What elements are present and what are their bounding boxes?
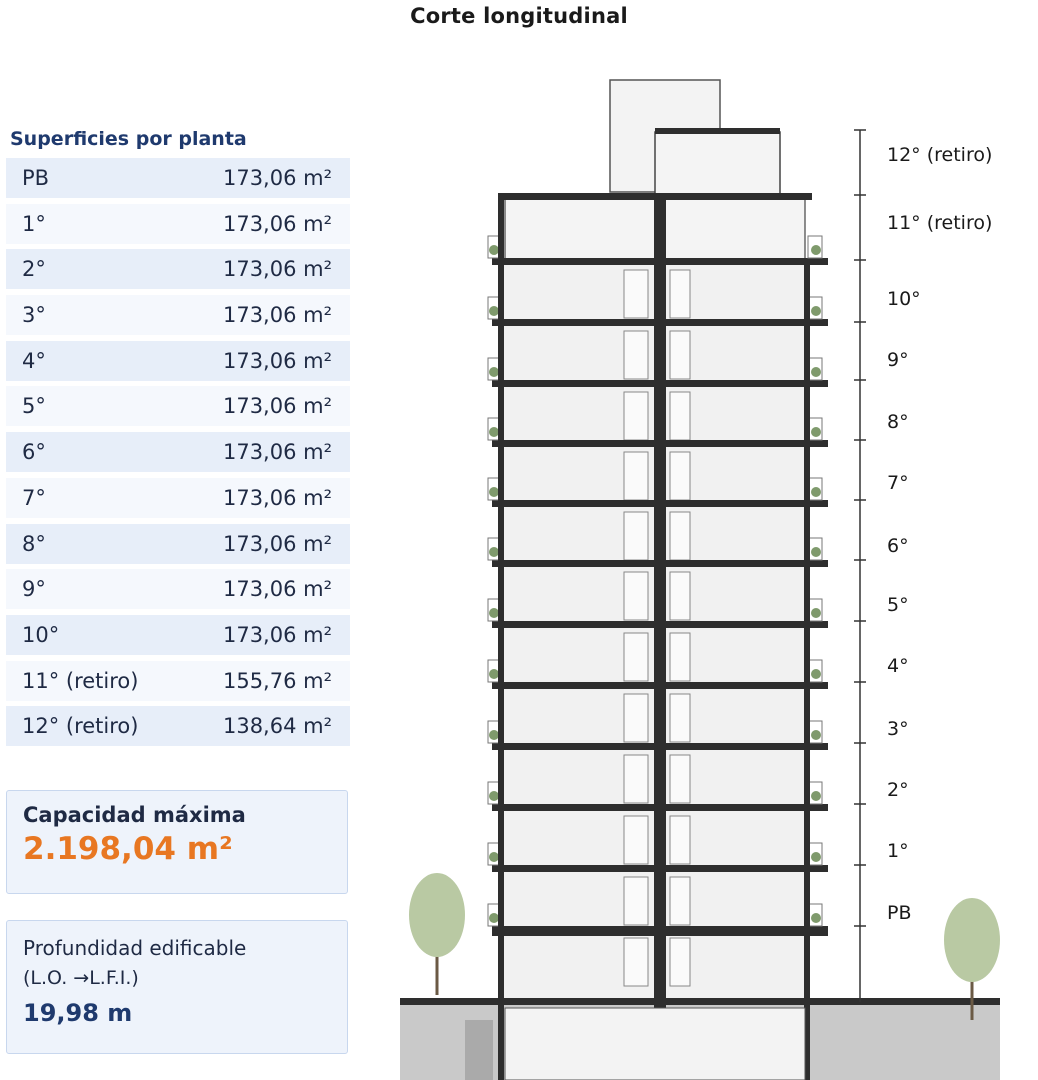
depth-value: 19,98 m [23, 999, 133, 1027]
surface-row [6, 432, 350, 472]
planter [811, 791, 821, 801]
floor-level-label: 5° [887, 594, 909, 616]
planter [489, 487, 499, 497]
surface-floor: 7° [22, 485, 46, 510]
surface-floor: 6° [22, 440, 46, 465]
planter [811, 730, 821, 740]
street-slab [400, 998, 1000, 1005]
surface-floor: 10° [22, 622, 60, 647]
door [670, 512, 690, 560]
floor-level-label: 12° (retiro) [887, 144, 993, 166]
door [670, 633, 690, 681]
surface-area: 173,06 m² [222, 166, 332, 190]
planter [489, 245, 499, 255]
surface-row [6, 615, 350, 655]
door [670, 816, 690, 864]
floor-level-label: 6° [887, 535, 909, 557]
door [670, 938, 690, 986]
planter [811, 245, 821, 255]
surface-area: 138,64 m² [222, 714, 332, 739]
floor-level-label: 2° [887, 779, 909, 801]
door [624, 938, 648, 986]
planter [811, 669, 821, 679]
door [670, 572, 690, 620]
core-wall [654, 195, 666, 1080]
top-retiro-volume [655, 132, 780, 194]
basement [505, 1008, 805, 1080]
surface-area: 173,06 m² [222, 622, 332, 647]
depth-box [6, 920, 348, 1054]
page-title: Corte longitudinal [410, 4, 628, 28]
surface-floor: 9° [22, 577, 46, 602]
surface-row [6, 569, 350, 609]
surface-area: 173,06 m² [222, 531, 332, 556]
surface-area: 173,06 m² [222, 440, 332, 465]
surface-area: 173,06 m² [222, 211, 332, 236]
door [624, 816, 648, 864]
surface-row [6, 204, 350, 244]
door [670, 331, 690, 379]
depth-label: Profundidad edificable [23, 936, 247, 960]
door [624, 270, 648, 318]
door [624, 331, 648, 379]
floor-level-label: PB [887, 902, 912, 924]
planter [489, 367, 499, 377]
planter [811, 427, 821, 437]
surface-floor: 8° [22, 531, 46, 556]
surface-row [6, 386, 350, 426]
door [624, 572, 648, 620]
surface-row [6, 249, 350, 289]
floor-level-label: 10° [887, 288, 921, 310]
surface-row [6, 524, 350, 564]
surface-area: 155,76 m² [222, 668, 332, 693]
basement-ramp [465, 1020, 493, 1080]
surface-area: 173,06 m² [222, 485, 332, 510]
planter [489, 913, 499, 923]
planter [811, 913, 821, 923]
planter [489, 306, 499, 316]
surface-row [6, 158, 350, 198]
surface-floor: 3° [22, 303, 46, 328]
planter [489, 852, 499, 862]
capacity-value: 2.198,04 m² [23, 831, 233, 867]
planter [489, 669, 499, 679]
door [670, 270, 690, 318]
surface-row [6, 706, 350, 746]
floor-level-label: 1° [887, 840, 909, 862]
surface-row [6, 341, 350, 381]
door [624, 633, 648, 681]
door [670, 755, 690, 803]
planter [811, 608, 821, 618]
door [624, 694, 648, 742]
surface-area: 173,06 m² [222, 348, 332, 373]
tree-right-crown [944, 898, 1000, 982]
planter [489, 608, 499, 618]
floor-level-label: 9° [887, 349, 909, 371]
facade-wall-left [498, 193, 504, 1080]
floor-level-label: 8° [887, 411, 909, 433]
door [670, 392, 690, 440]
surface-area: 173,06 m² [222, 257, 332, 282]
door [624, 452, 648, 500]
planter [811, 547, 821, 557]
surface-floor: PB [22, 166, 50, 190]
planter [489, 730, 499, 740]
floor-level-label: 3° [887, 718, 909, 740]
depth-sublabel: (L.O. →L.F.I.) [23, 967, 139, 989]
surface-floor: 11° (retiro) [22, 668, 139, 693]
surfaces-table [6, 158, 350, 746]
capacity-label: Capacidad máxima [23, 803, 246, 827]
floor-level-label: 7° [887, 472, 909, 494]
surfaces-panel [6, 128, 350, 752]
door [670, 877, 690, 925]
planter [811, 852, 821, 862]
surface-floor: 5° [22, 394, 46, 419]
surface-area: 173,06 m² [222, 303, 332, 328]
surface-row [6, 478, 350, 518]
surfaces-title: Superficies por planta [10, 128, 247, 150]
surface-area: 173,06 m² [222, 577, 332, 602]
capacity-box [6, 790, 348, 894]
surface-floor: 2° [22, 257, 46, 282]
door [624, 877, 648, 925]
planter [489, 427, 499, 437]
planter [811, 367, 821, 377]
floor-level-label: 11° (retiro) [887, 212, 993, 234]
surface-row [6, 295, 350, 335]
door [624, 512, 648, 560]
surface-floor: 4° [22, 348, 46, 373]
surface-row [6, 661, 350, 701]
planter [489, 791, 499, 801]
surface-floor: 12° (retiro) [22, 714, 139, 739]
facade-wall-right [804, 260, 810, 1080]
door [624, 392, 648, 440]
door [670, 452, 690, 500]
surface-floor: 1° [22, 211, 46, 236]
door [670, 694, 690, 742]
planter [811, 487, 821, 497]
roof-slab [655, 128, 780, 134]
planter [489, 547, 499, 557]
floor-level-label: 4° [887, 655, 909, 677]
planter [811, 306, 821, 316]
door [624, 755, 648, 803]
surface-area: 173,06 m² [222, 394, 332, 419]
tree-left-crown [409, 873, 465, 957]
